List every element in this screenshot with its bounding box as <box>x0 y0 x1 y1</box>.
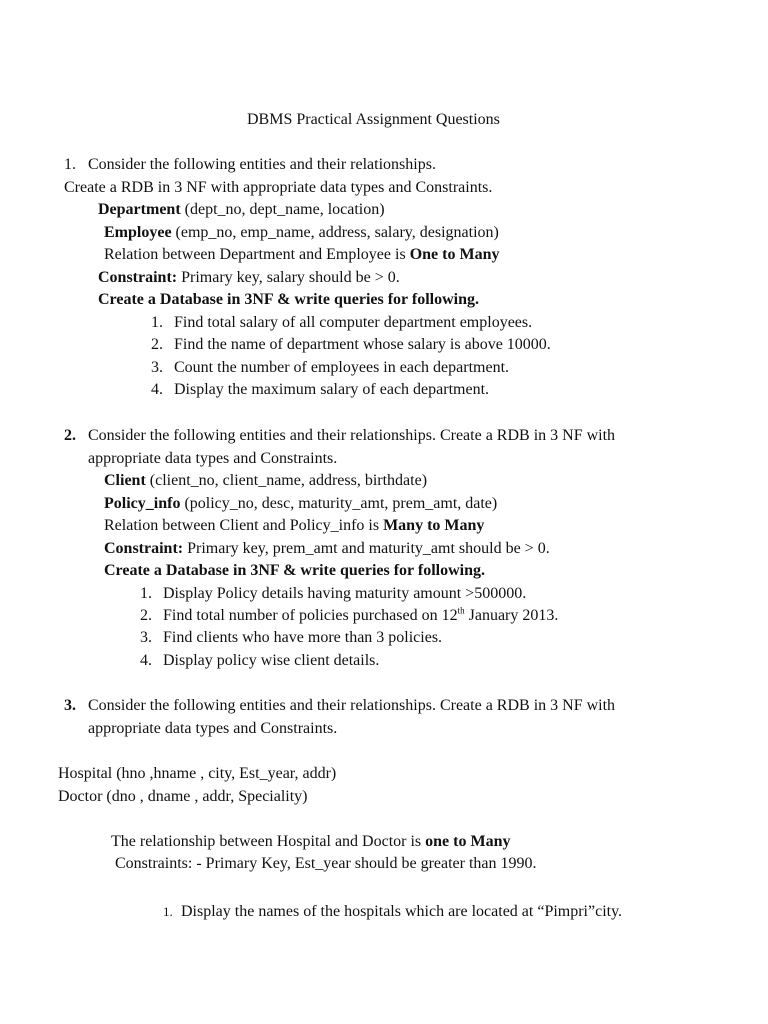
q1-text-2: Create a RDB in 3 NF with appropriate data types and Constraints. <box>64 179 493 196</box>
q2-query-text-after: January 2013. <box>464 607 559 624</box>
q1-entity-name: Department <box>98 201 181 218</box>
q2-entity-attrs: (client_no, client_name, address, birthdate) <box>145 472 428 489</box>
q2-query-text: Display policy wise client details. <box>163 652 380 669</box>
q3-relation <box>111 832 510 852</box>
q1-query <box>151 313 532 333</box>
q3-number: 3. <box>64 697 76 714</box>
q1-create-text: Create a Database in 3NF & write queries for following. <box>98 291 479 308</box>
q2-query-number: 2. <box>140 607 152 624</box>
q2-query-number: 3. <box>140 629 152 646</box>
q2-entity-client <box>104 471 427 491</box>
q1-heading <box>64 155 436 175</box>
q2-query <box>140 628 442 648</box>
q1-entity-name: Employee <box>104 224 172 241</box>
q2-query <box>140 584 526 604</box>
q2-constraint-text: Primary key, prem_amt and maturity_amt should be > 0. <box>183 540 550 557</box>
q1-relation-type: One to Many <box>409 246 500 263</box>
q3-entity-hospital: Hospital (hno ,hname , city, Est_year, addr) <box>58 765 337 782</box>
q2-relation-text: Relation between Client and Policy_info is <box>104 517 384 534</box>
q1-create-line <box>98 290 479 310</box>
q1-query-text: Count the number of employees in each department. <box>174 359 510 376</box>
q1-query <box>151 335 551 355</box>
q3-query <box>163 902 622 922</box>
q1-entity-attrs: (emp_no, emp_name, address, salary, designation) <box>171 224 499 241</box>
q2-query-text: Find clients who have more than 3 policies. <box>163 629 443 646</box>
q2-relation <box>104 516 484 536</box>
q2-query-number: 1. <box>140 585 152 602</box>
q1-relation-text: Relation between Department and Employee is <box>104 246 410 263</box>
q2-constraint <box>104 539 550 559</box>
q2-create-line <box>104 561 485 581</box>
q1-constraint-label: Constraint: <box>98 269 178 286</box>
q3-heading <box>64 696 615 716</box>
q2-number: 2. <box>64 427 76 444</box>
q3-query-number: 1. <box>163 904 173 919</box>
q2-entity-attrs: (policy_no, desc, maturity_amt, prem_amt, date) <box>180 495 498 512</box>
q2-entity-name: Client <box>104 472 146 489</box>
q2-query-number: 4. <box>140 652 152 669</box>
q1-query-text: Find total salary of all computer department employees. <box>174 314 533 331</box>
q1-relation <box>104 245 499 265</box>
q1-query-number: 2. <box>151 336 163 353</box>
q2-create-text: Create a Database in 3NF & write queries for following. <box>104 562 485 579</box>
q3-query-text: Display the names of the hospitals which are located at “Pimpri”city. <box>181 903 623 920</box>
q3-relation-type: one to Many <box>425 833 511 850</box>
document-title: DBMS Practical Assignment Questions <box>247 111 500 128</box>
q3-text-2: appropriate data types and Constraints. <box>88 720 338 737</box>
q1-query-text: Display the maximum salary of each department. <box>174 381 490 398</box>
q3-constraints: Constraints: - Primary Key, Est_year should be greater than 1990. <box>115 855 537 872</box>
q3-text: Consider the following entities and their relationships. Create a RDB in 3 NF with <box>88 697 616 714</box>
q1-query-number: 3. <box>151 359 163 376</box>
q2-query-sup: th <box>457 605 465 616</box>
q2-text-2: appropriate data types and Constraints. <box>88 450 338 467</box>
q3-entity-doctor: Doctor (dno , dname , addr, Speciality) <box>58 788 308 805</box>
q1-query-number: 4. <box>151 381 163 398</box>
q1-query-number: 1. <box>151 314 163 331</box>
q2-constraint-label: Constraint: <box>104 540 184 557</box>
q2-relation-type: Many to Many <box>383 517 485 534</box>
q2-heading <box>64 426 615 446</box>
q2-query-text: Display Policy details having maturity amount >500000. <box>163 585 527 602</box>
q1-query-text: Find the name of department whose salary is above 10000. <box>174 336 551 353</box>
q2-query <box>140 606 558 626</box>
q2-text: Consider the following entities and their relationships. Create a RDB in 3 NF with <box>88 427 616 444</box>
q2-query <box>140 651 379 671</box>
q1-number: 1. <box>64 156 76 173</box>
q1-query <box>151 358 509 378</box>
q1-entity-employee <box>104 223 499 243</box>
q2-entity-name: Policy_info <box>104 495 181 512</box>
q3-relation-text: The relationship between Hospital and Doctor is <box>111 833 426 850</box>
q1-constraint <box>98 268 400 288</box>
q1-constraint-text: Primary key, salary should be > 0. <box>177 269 400 286</box>
q1-text: Consider the following entities and their relationships. <box>88 156 436 173</box>
q2-query-text: Find total number of policies purchased on 12 <box>163 607 458 624</box>
q2-entity-policy-info <box>104 494 497 514</box>
q1-entity-attrs: (dept_no, dept_name, location) <box>180 201 385 218</box>
q1-query <box>151 380 489 400</box>
q1-entity-department <box>98 200 385 220</box>
